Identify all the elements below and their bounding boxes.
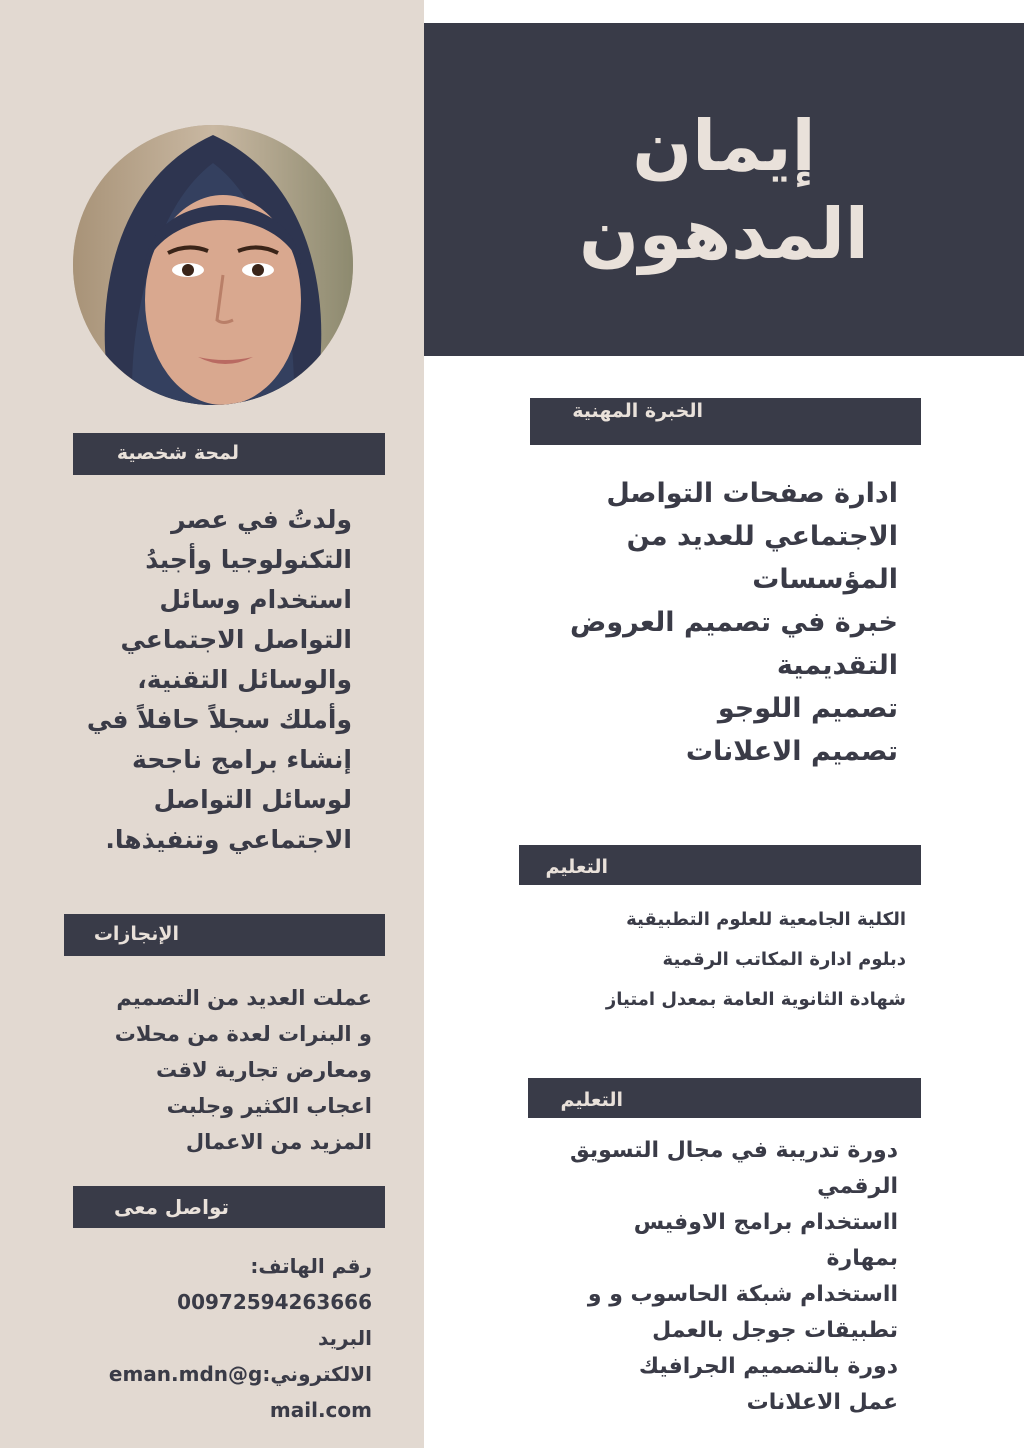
achievements-line: اعجاب الكثير وجلبت xyxy=(166,1094,372,1118)
profile-line: لوسائل التواصل xyxy=(153,785,352,814)
profile-line: استخدام وسائل xyxy=(159,585,352,614)
contact-section-header xyxy=(73,1186,385,1228)
experience-text xyxy=(558,472,898,773)
training-line: ااستخدام برامج الاوفيس xyxy=(633,1210,898,1235)
contact-email-value: الالكتروني:eman.mdn@g xyxy=(108,1362,372,1386)
training-line: بمهارة xyxy=(826,1246,898,1271)
education-section-title: التعليم xyxy=(545,856,608,878)
education-section-header xyxy=(519,845,921,885)
portrait-image xyxy=(73,125,353,405)
profile-section-title: لمحة شخصية xyxy=(116,442,239,464)
achievements-line: عملت العديد من التصميم xyxy=(116,986,372,1010)
education-line: دبلوم ادارة المكاتب الرقمية xyxy=(662,949,906,970)
contact-email-label: البريد xyxy=(317,1326,372,1350)
training-line: ااستخدام شبكة الحاسوب و و xyxy=(587,1282,898,1307)
training-line: عمل الاعلانات xyxy=(746,1390,898,1415)
experience-line: التقديمية xyxy=(776,650,898,681)
education-line: الكلية الجامعية للعلوم التطبيقية xyxy=(626,909,906,930)
training-line: تطبيقات جوجل بالعمل xyxy=(652,1318,898,1343)
experience-line: خبرة في تصميم العروض xyxy=(570,607,898,638)
experience-section-header xyxy=(530,398,921,445)
training-line: الرقمي xyxy=(817,1174,898,1199)
profile-line: والوسائل التقنية، xyxy=(137,665,352,694)
training-line: دورة بالتصميم الجرافيك xyxy=(638,1354,898,1379)
achievements-section-header xyxy=(64,914,385,956)
profile-line: التكنولوجيا وأجيدُ xyxy=(145,545,352,574)
education-text xyxy=(566,900,906,1020)
contact-text xyxy=(72,1248,372,1428)
profile-line: إنشاء برامج ناجحة xyxy=(132,745,352,774)
contact-phone-label: رقم الهاتف: xyxy=(250,1254,372,1278)
profile-photo xyxy=(73,125,353,405)
contact-email-value-cont: mail.com xyxy=(269,1398,372,1422)
experience-line: الاجتماعي للعديد من xyxy=(626,521,898,552)
training-line: دورة تدريبة في مجال التسويق xyxy=(569,1138,898,1163)
profile-text xyxy=(62,500,352,860)
achievements-section-title: الإنجازات xyxy=(93,923,179,945)
achievements-text xyxy=(72,980,372,1160)
profile-line: ولدتُ في عصر xyxy=(171,505,352,534)
achievements-line: ومعارض تجارية لاقت xyxy=(156,1058,372,1082)
experience-line: ادارة صفحات التواصل xyxy=(606,478,898,509)
experience-line: تصميم اللوجو xyxy=(717,693,898,724)
experience-line: تصميم الاعلانات xyxy=(685,736,898,767)
experience-section-title: الخبرة المهنية xyxy=(572,400,703,422)
achievements-line: و البنرات لعدة من محلات xyxy=(114,1022,372,1046)
name-header xyxy=(424,23,1024,356)
training-section-header xyxy=(528,1078,921,1118)
experience-line: المؤسسات xyxy=(752,564,898,595)
profile-line: وأملك سجلاً حافلاً في xyxy=(86,705,352,734)
training-section-title: التعليم xyxy=(560,1089,623,1111)
contact-phone-number: 00972594263666 xyxy=(177,1290,372,1314)
achievements-line: المزيد من الاعمال xyxy=(185,1130,372,1154)
profile-section-header xyxy=(73,433,385,475)
profile-line: الاجتماعي وتنفيذها. xyxy=(105,825,352,854)
profile-line: التواصل الاجتماعي xyxy=(120,625,352,654)
training-text xyxy=(538,1133,898,1421)
contact-section-title: تواصل معى xyxy=(114,1195,229,1219)
first-name: إيمان xyxy=(632,104,816,187)
education-line: شهادة الثانوية العامة بمعدل امتياز xyxy=(605,989,906,1010)
last-name: المدهون xyxy=(579,192,869,275)
